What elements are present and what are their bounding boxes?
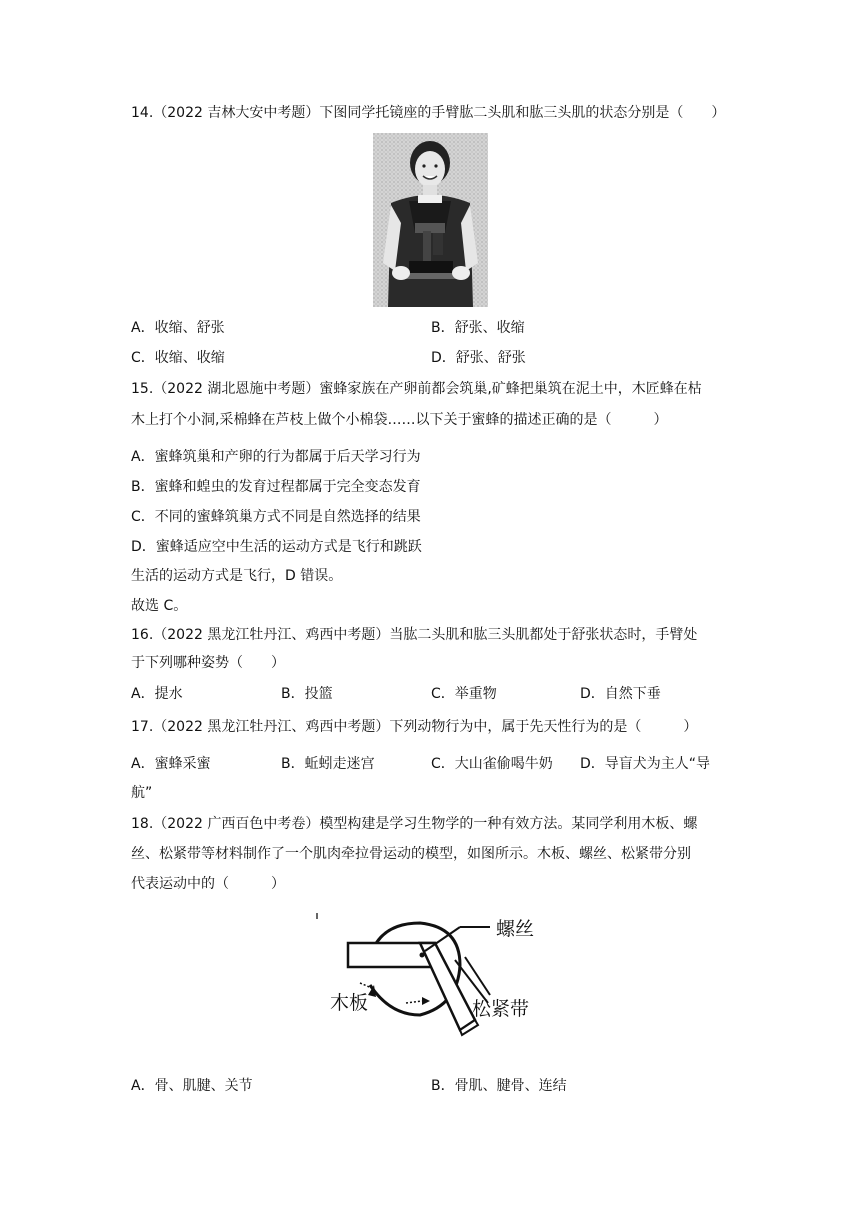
q14-option-c: C．收缩、收缩 [131, 350, 225, 366]
q15-option-b: B．蜜蜂和蝗虫的发育过程都属于完全变态发育 [131, 479, 421, 495]
q18-option-a: A．骨、肌腱、关节 [131, 1078, 253, 1094]
q17-option-d-continued: 航” [131, 785, 153, 801]
q17-option-a: A．蜜蜂采蜜 [131, 756, 211, 772]
q18-stem-line1: 18.（2022 广西百色中考卷）模型构建是学习生物学的一种有效方法。某同学利用木板、螺 [131, 816, 698, 832]
q16-option-b: B．投篮 [281, 686, 333, 702]
q14-option-d: D．舒张、舒张 [431, 350, 526, 366]
q15-option-d: D．蜜蜂适应空中生活的运动方式是飞行和跳跃 [131, 539, 422, 555]
q16-option-a: A．提水 [131, 686, 183, 702]
q14-option-a: A．收缩、舒张 [131, 320, 225, 336]
q15-stem-line1: 15.（2022 湖北恩施中考题）蜜蜂家族在产卵前都会筑巢,矿蜂把巢筑在泥土中，木匠蜂在枯 [131, 381, 702, 397]
q17-option-d: D．导盲犬为主人“导 [580, 756, 711, 772]
q15-option-c: C．不同的蜜蜂筑巢方式不同是自然选择的结果 [131, 509, 421, 525]
q16-option-d: D．自然下垂 [580, 686, 661, 702]
q16-stem-line1: 16.（2022 黑龙江牡丹江、鸡西中考题）当肱二头肌和肱三头肌都处于舒张状态时，手臂处 [131, 627, 698, 643]
q16-stem-line2: 于下列哪种姿势（ ） [131, 655, 285, 671]
q14-option-b: B．舒张、收缩 [431, 320, 525, 336]
q18-option-b: B．骨肌、腱骨、连结 [431, 1078, 567, 1094]
q15-option-a: A．蜜蜂筑巢和产卵的行为都属于后天学习行为 [131, 449, 421, 465]
diagram-label-band: 松紧带 [472, 998, 530, 1020]
q18-stem-line2: 丝、松紧带等材料制作了一个肌肉牵拉骨运动的模型，如图所示。木板、螺丝、松紧带分别 [131, 846, 691, 862]
diagram-label-board: 木板 [330, 992, 369, 1014]
muscle-bone-model-diagram [310, 905, 550, 1045]
q15-answer: 故选 C。 [131, 598, 188, 614]
q14-stem: 14.（2022 吉林大安中考题）下图同学托镜座的手臂肱二头肌和肱三头肌的状态分别是（ ） [131, 105, 726, 121]
q17-option-b: B．蚯蚓走迷宫 [281, 756, 375, 772]
q18-stem-line3: 代表运动中的（ ） [131, 876, 285, 892]
q17-stem: 17.（2022 黑龙江牡丹江、鸡西中考题）下列动物行为中，属于先天性行为的是（ ） [131, 719, 698, 735]
student-microscope-photo [373, 133, 488, 307]
q15-answer-note: 生活的运动方式是飞行，D 错误。 [131, 568, 343, 584]
q15-stem-line2: 木上打个小洞,采棉蜂在芦枝上做个小棉袋……以下关于蜜蜂的描述正确的是（ ） [131, 412, 668, 428]
diagram-label-screw: 螺丝 [496, 918, 535, 940]
q17-option-c: C．大山雀偷喝牛奶 [431, 756, 553, 772]
q16-option-c: C．举重物 [431, 686, 497, 702]
